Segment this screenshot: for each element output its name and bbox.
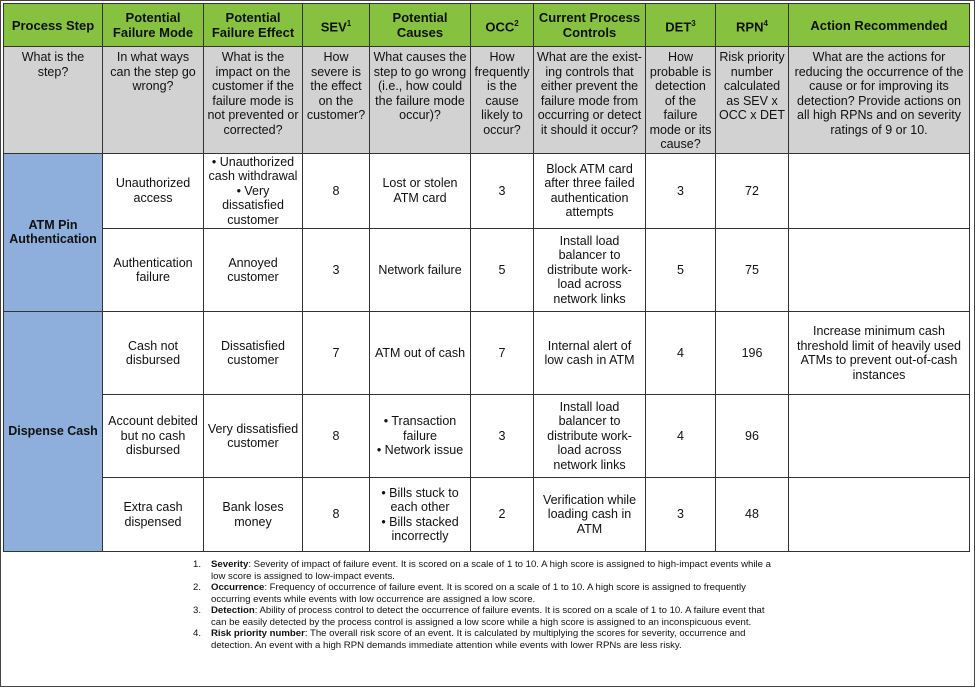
desc-det: How probable is detection of the failure mode or its cause? xyxy=(646,47,716,154)
table-row xyxy=(4,395,970,478)
cause-item: Network failure xyxy=(378,262,462,277)
cause-item: • Bills stacked incorrectly xyxy=(381,514,459,543)
controls-cell: Internal alert of low cash in ATM xyxy=(534,312,646,395)
sev-cell: 7 xyxy=(303,312,370,395)
header-occ: OCC$^2$ xyxy=(471,4,534,47)
causes-cell xyxy=(370,229,471,312)
footnote-term: Severity xyxy=(211,559,249,570)
cause-item: • Network issue xyxy=(376,443,464,458)
table-row xyxy=(4,153,970,229)
occ-cell: 3 xyxy=(471,395,534,478)
rpn-cell: 48 xyxy=(716,478,789,552)
det-cell: 3 xyxy=(646,478,716,552)
occ-cell: 3 xyxy=(471,153,534,229)
det-cell: 4 xyxy=(646,312,716,395)
det-cell: 5 xyxy=(646,229,716,312)
controls-cell: Block ATM card after three failed authentication attempts xyxy=(534,153,646,229)
sev-cell: 8 xyxy=(303,395,370,478)
header-row xyxy=(4,4,970,47)
rpn-cell: 72 xyxy=(716,153,789,229)
fmea-table xyxy=(3,3,970,552)
desc-rpn: Risk priority number calculated as SEV x OCC x DET xyxy=(716,47,789,154)
header-rpn: RPN$^4$ xyxy=(716,4,789,47)
rpn-cell: 75 xyxy=(716,229,789,312)
failure-mode-cell: Unauthorized access xyxy=(103,153,204,229)
failure-effect-cell xyxy=(204,153,303,229)
header-det: DET$^3$ xyxy=(646,4,716,47)
failure-mode-cell: Authentication failure xyxy=(103,229,204,312)
process-step-cell: ATM Pin Authentication xyxy=(4,153,103,312)
footnote-term: Risk priority number xyxy=(211,628,305,639)
action-cell: Increase minimum cash threshold limit of heavily used ATMs to prevent out-of-cash instances xyxy=(789,312,970,395)
failure-effect-cell xyxy=(204,478,303,552)
sev-cell: 8 xyxy=(303,478,370,552)
footnote-item: 1. Severity: Severity of impact of failure event. It is scored on a scale of 1 to 10. A high score is assigned to high-impact events while a low score is assigned to low-impact events. xyxy=(193,559,771,582)
effect-item: Dissatisfied customer xyxy=(221,338,285,367)
footnotes xyxy=(193,559,773,651)
table-row xyxy=(4,312,970,395)
det-cell: 3 xyxy=(646,153,716,229)
footnote-text: : The overall risk score of an event. It is calculated by multiplying the scores for severity, occurrence and detection. An event with a high RPN demands immediate attention while events with lower RPNs are less risky. xyxy=(211,628,746,651)
desc-sev: How severe is the effect on the customer? xyxy=(303,47,370,154)
header-sev: SEV$^1$ xyxy=(303,4,370,47)
controls-cell: Install load balancer to distribute work-load across network links xyxy=(534,229,646,312)
table-row xyxy=(4,478,970,552)
desc-occ: How frequently is the cause likely to occur? xyxy=(471,47,534,154)
footnote-term: Occurrence xyxy=(211,582,265,593)
header-failure-mode: Potential Failure Mode xyxy=(103,4,204,47)
action-cell xyxy=(789,395,970,478)
footnote-text: : Frequency of occurrence of failure event. It is scored on a scale of 1 to 10. A high score is assigned to frequently occurring events while events with low occurrence are assigned a low score. xyxy=(211,582,746,605)
failure-effect-cell xyxy=(204,395,303,478)
effect-item: Annoyed customer xyxy=(227,255,279,284)
footnote-text: : Ability of process control to detect the occurrence of failure events. It is scored on a scale of 1 to 10. A failure event that can be easily detected by the process control is assigned a low score while a high score is assigned to an inconspicuous event. xyxy=(211,605,765,628)
header-controls: Current Process Controls xyxy=(534,4,646,47)
rpn-cell: 196 xyxy=(716,312,789,395)
footnote-item: 3. Detection: Ability of process control to detect the occurrence of failure events. It is scored on a scale of 1 to 10. A failure event that can be easily detected by the process control is assigned a low score while a high score is assigned to an inconspicuous event. xyxy=(193,605,765,628)
cause-item: • Bills stuck to each other xyxy=(381,485,459,514)
failure-mode-cell: Cash not disbursed xyxy=(103,312,204,395)
occ-cell: 5 xyxy=(471,229,534,312)
failure-mode-cell: Account debited but no cash disbursed xyxy=(103,395,204,478)
failure-effect-cell xyxy=(204,312,303,395)
cause-item: Lost or stolen ATM card xyxy=(382,176,458,205)
controls-cell: Verification while loading cash in ATM xyxy=(534,478,646,552)
effect-item: Bank loses money xyxy=(222,500,284,529)
sev-cell: 8 xyxy=(303,153,370,229)
causes-cell xyxy=(370,478,471,552)
occ-cell: 2 xyxy=(471,478,534,552)
effect-item: • Unauthorized cash withdrawal xyxy=(208,154,298,183)
action-cell xyxy=(789,478,970,552)
action-cell xyxy=(789,229,970,312)
footnote-term: Detection xyxy=(211,605,255,616)
footnote-item: 2. Occurrence: Frequency of occurrence of failure event. It is scored on a scale of 1 to 10. A high score is assigned to frequently occurring events while events with low occurrence are assigned a low score. xyxy=(193,582,746,605)
header-action: Action Recommended xyxy=(789,4,970,47)
process-step-cell: Dispense Cash xyxy=(4,312,103,552)
effect-item: Very dissatisfied customer xyxy=(207,421,299,450)
description-row xyxy=(4,47,970,154)
controls-cell: Install load balancer to distribute work-load across network links xyxy=(534,395,646,478)
action-cell xyxy=(789,153,970,229)
rpn-cell: 96 xyxy=(716,395,789,478)
failure-effect-cell xyxy=(204,229,303,312)
causes-cell xyxy=(370,395,471,478)
failure-mode-cell: Extra cash dispensed xyxy=(103,478,204,552)
effect-item: • Very dissatisfied customer xyxy=(222,183,284,227)
header-process-step: Process Step xyxy=(4,4,103,47)
desc-action: What are the actions for reducing the occurrence of the cause or for improving its detection? Provide actions on all high RPNs and on severity ratings of 9 or 10. xyxy=(789,47,970,154)
header-causes: Potential Causes xyxy=(370,4,471,47)
footnote-item: 4. Risk priority number: The overall risk score of an event. It is calculated by multiplying the scores for severity, occurrence and detection. An event with a high RPN demands immediate attention while events with lower RPNs are less risky. xyxy=(193,628,746,651)
desc-process-step: What is the step? xyxy=(4,47,103,154)
desc-failure-mode: In what ways can the step go wrong? xyxy=(103,47,204,154)
causes-cell xyxy=(370,312,471,395)
table-row xyxy=(4,229,970,312)
desc-causes: What causes the step to go wrong (i.e., how could the failure mode occur)? xyxy=(370,47,471,154)
desc-failure-effect: What is the impact on the customer if the failure mode is not prevented or corrected? xyxy=(204,47,303,154)
cause-item: • Transaction failure xyxy=(383,414,457,443)
causes-cell xyxy=(370,153,471,229)
det-cell: 4 xyxy=(646,395,716,478)
desc-controls: What are the exist-ing controls that either prevent the failure mode from occurring or detect it should it occur? xyxy=(534,47,646,154)
sev-cell: 3 xyxy=(303,229,370,312)
occ-cell: 7 xyxy=(471,312,534,395)
cause-item: ATM out of cash xyxy=(374,345,466,360)
footnote-text: : Severity of impact of failure event. It is scored on a scale of 1 to 10. A high score is assigned to high-impact events while a low score is assigned to low-impact events. xyxy=(211,559,771,582)
header-failure-effect: Potential Failure Effect xyxy=(204,4,303,47)
